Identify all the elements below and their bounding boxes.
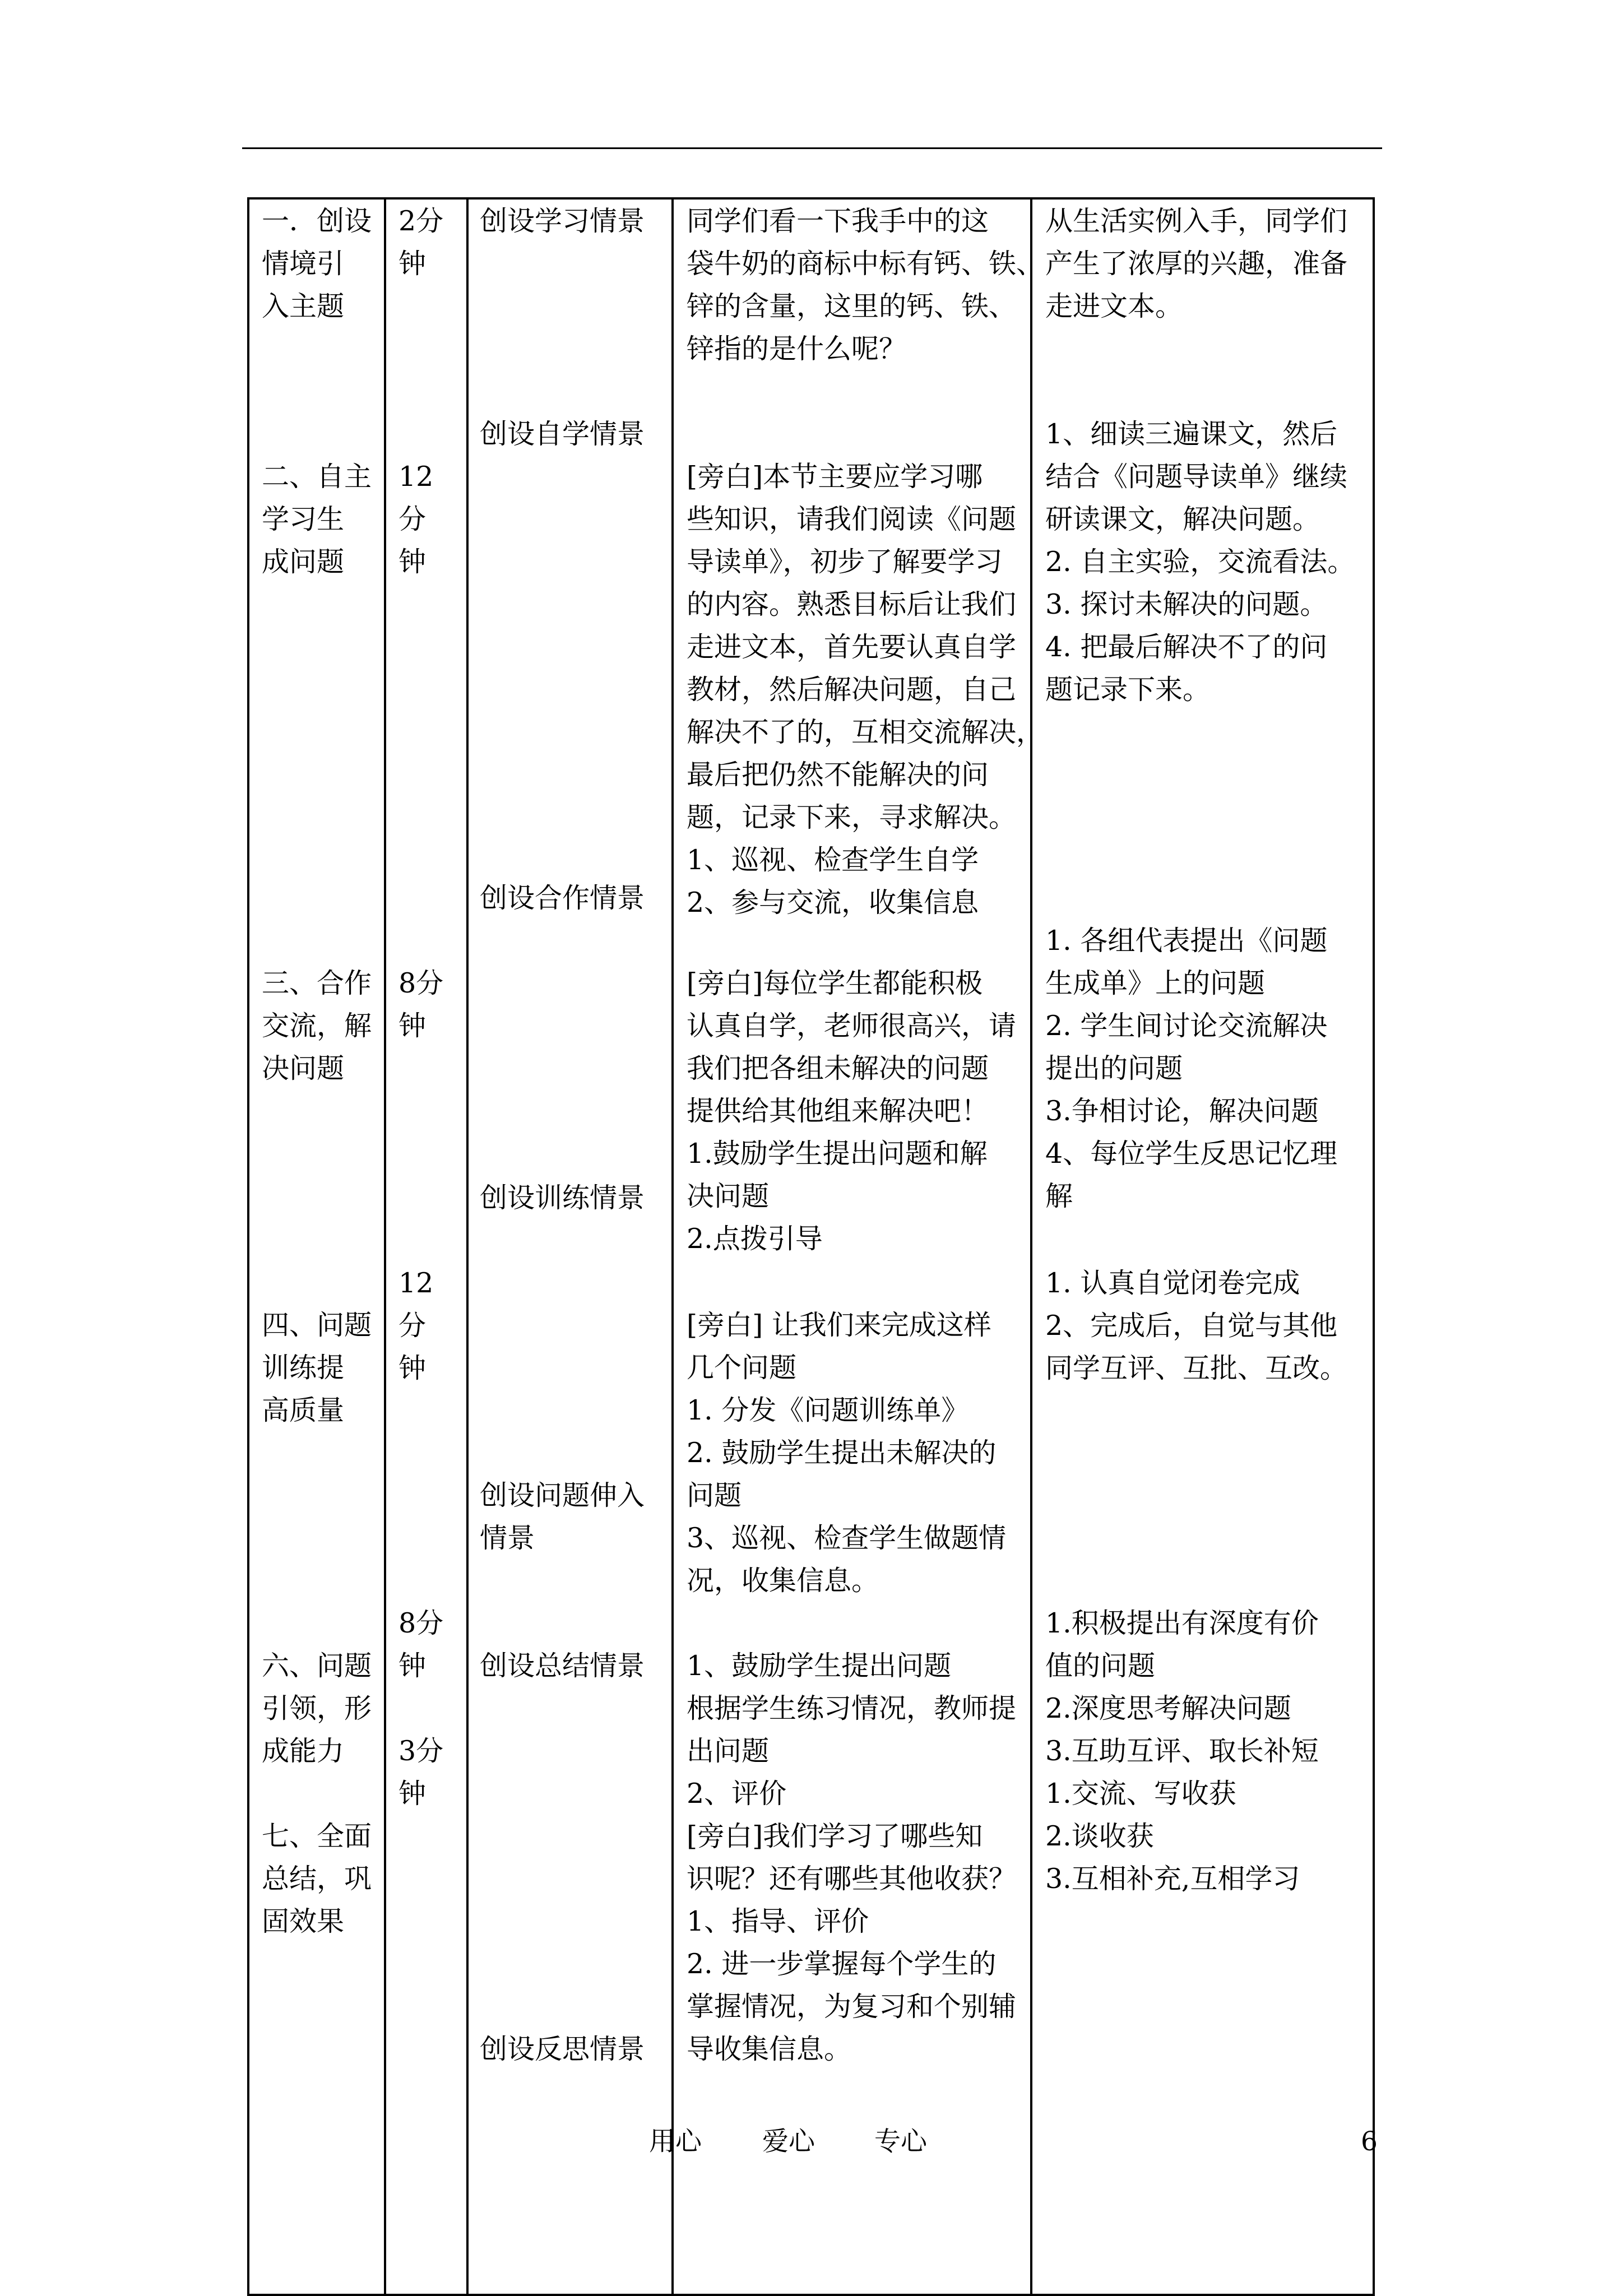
student-line: 3.互助互评、取长补短 [1045, 1735, 1319, 1767]
teacher-line: 我们把各组未解决的问题 [687, 1052, 989, 1084]
stage-line: 一．创设 [262, 205, 372, 237]
time-line: 8分 [398, 967, 444, 999]
student-line: 2. 学生间讨论交流解决 [1045, 1010, 1328, 1042]
teacher-line: [旁白] 让我们来完成这样 [687, 1309, 991, 1341]
student-activity-cell [1045, 1602, 1319, 1900]
student-line: 2.深度思考解决问题 [1045, 1692, 1291, 1724]
stage-line: 决问题 [262, 1052, 345, 1084]
teacher-line: [旁白]每位学生都能积极 [687, 967, 983, 999]
footer-text-middle: 爱心 [762, 2126, 815, 2157]
student-activity-cell [1045, 413, 1355, 711]
stage-line: 学习生 [262, 503, 345, 535]
stage-line: 高质量 [262, 1394, 345, 1426]
student-line: 题记录下来。 [1045, 674, 1211, 706]
time-cell [398, 456, 433, 583]
scene-line: 创设问题伸入 [480, 1479, 645, 1511]
time-cell [398, 1262, 433, 1390]
teacher-activity-cell [687, 200, 1044, 370]
teacher-line: 1.鼓励学生提出问题和解 [687, 1138, 988, 1170]
teacher-line: 的内容。熟悉目标后让我们 [687, 588, 1017, 620]
student-line: 3.争相讨论，解决问题 [1045, 1095, 1319, 1127]
teacher-line: 袋牛奶的商标中标有钙、铁、 [687, 248, 1044, 280]
stage-line: 总结，巩 [262, 1863, 372, 1895]
stage-line: 七、全面 [262, 1820, 372, 1852]
scene-cell [480, 1177, 645, 1219]
student-line: 1.交流、写收获 [1045, 1778, 1236, 1810]
stage-line: 成问题 [262, 546, 345, 578]
header-rule [242, 147, 1382, 149]
time-cell [398, 200, 443, 285]
teacher-line: 出问题 [687, 1735, 770, 1767]
teacher-activity-cell [687, 1645, 1016, 2071]
scene-line: 情景 [480, 1522, 535, 1554]
stage-line: 引领，形 [262, 1692, 372, 1724]
teacher-line: 掌握情况，为复习和个别辅 [687, 1991, 1017, 2023]
student-line: 产生了浓厚的兴趣，准备 [1045, 248, 1348, 280]
teacher-line: 解决不了的，互相交流解决， [687, 716, 1044, 748]
time-line: 钟 [398, 1010, 427, 1042]
time-cell [398, 962, 443, 1047]
stage-line: 三、合作 [262, 967, 372, 999]
stage-cell [262, 1815, 372, 1943]
time-cell [398, 1602, 443, 1687]
teacher-line: 些知识，请我们阅读《问题 [687, 503, 1017, 535]
scene-line: 创设训练情景 [480, 1182, 645, 1214]
student-line: 1、细读三遍课文，然后 [1045, 418, 1338, 450]
stage-line: 训练提 [262, 1352, 345, 1384]
time-line: 分 [398, 503, 427, 535]
student-line: 1. 各组代表提出《问题 [1045, 925, 1328, 957]
teacher-line: 题，记录下来，寻求解决。 [687, 801, 1017, 833]
time-line: 钟 [398, 546, 427, 578]
teacher-line: 识呢？还有哪些其他收获？ [687, 1863, 1017, 1895]
scene-line: 创设总结情景 [480, 1650, 645, 1682]
stage-cell [262, 456, 372, 583]
time-cell [398, 1730, 443, 1815]
student-line: 2. 自主实验，交流看法。 [1045, 546, 1355, 578]
teacher-activity-cell [687, 1304, 1006, 1602]
teacher-line: 提供给其他组来解决吧！ [687, 1095, 989, 1127]
teacher-line: 2.点拨引导 [687, 1223, 823, 1255]
student-activity-cell [1045, 200, 1347, 328]
scene-line: 创设合作情景 [480, 882, 645, 914]
teacher-line: 2、评价 [687, 1778, 787, 1810]
footer-text-right: 专心 [874, 2126, 927, 2157]
scene-cell [480, 877, 645, 920]
time-line: 3分 [398, 1735, 444, 1767]
scene-line: 创设学习情景 [480, 205, 645, 237]
time-line: 钟 [398, 248, 427, 280]
stage-line: 入主题 [262, 290, 345, 322]
stage-cell [262, 1304, 372, 1432]
student-line: 4、每位学生反思记忆理 [1045, 1138, 1338, 1170]
student-line: 同学互评、互批、互改。 [1045, 1352, 1348, 1384]
student-activity-cell [1045, 1262, 1347, 1390]
student-line: 提出的问题 [1045, 1052, 1183, 1084]
time-line: 12 [398, 461, 434, 493]
teacher-line: 导收集信息。 [687, 2033, 852, 2065]
teacher-line: 2. 鼓励学生提出未解决的 [687, 1437, 997, 1469]
teacher-line: 况，收集信息。 [687, 1565, 879, 1597]
teacher-line: [旁白]我们学习了哪些知 [687, 1820, 983, 1852]
teacher-line: 1、鼓励学生提出问题 [687, 1650, 952, 1682]
student-line: 1. 认真自觉闭卷完成 [1045, 1267, 1300, 1299]
student-line: 4. 把最后解决不了的问 [1045, 631, 1328, 663]
scene-line: 创设反思情景 [480, 2033, 645, 2065]
table-column-divider [671, 197, 674, 2296]
teacher-line: 2、参与交流，收集信息 [687, 887, 979, 919]
stage-line: 二、自主 [262, 461, 372, 493]
teacher-line: 1、指导、评价 [687, 1905, 869, 1937]
student-line: 结合《问题导读单》继续 [1045, 461, 1348, 493]
scene-line: 创设自学情景 [480, 418, 645, 450]
scene-cell [480, 200, 645, 243]
stage-cell [262, 962, 372, 1090]
scene-cell [480, 2028, 645, 2071]
teacher-line: 同学们看一下我手中的这 [687, 205, 989, 237]
page-number: 6 [1361, 2126, 1378, 2157]
student-line: 值的问题 [1045, 1650, 1156, 1682]
teacher-line: 锌指的是什么呢？ [687, 333, 907, 365]
stage-line: 固效果 [262, 1905, 345, 1937]
stage-line: 交流，解 [262, 1010, 372, 1042]
time-line: 钟 [398, 1352, 427, 1384]
student-line: 解 [1045, 1180, 1073, 1212]
student-line: 从生活实例入手，同学们 [1045, 205, 1348, 237]
student-line: 3. 探讨未解决的问题。 [1045, 588, 1328, 620]
time-line: 2分 [398, 205, 444, 237]
stage-line: 四、问题 [262, 1309, 372, 1341]
scene-cell [480, 1474, 645, 1560]
student-activity-cell [1045, 920, 1337, 1218]
stage-cell [262, 1645, 372, 1773]
teacher-line: 教材，然后解决问题，自己 [687, 674, 1017, 706]
teacher-activity-cell [687, 962, 1016, 1260]
table-column-divider [466, 197, 469, 2296]
student-line: 走进文本。 [1045, 290, 1183, 322]
teacher-line: 导读单》，初步了解要学习 [687, 546, 1003, 578]
stage-line: 六、问题 [262, 1650, 372, 1682]
table-column-divider [384, 197, 386, 2296]
student-line: 生成单》上的问题 [1045, 967, 1266, 999]
teacher-line: 问题 [687, 1479, 742, 1511]
time-line: 8分 [398, 1607, 444, 1639]
teacher-line: [旁白]本节主要应学习哪 [687, 461, 983, 493]
time-line: 钟 [398, 1778, 427, 1810]
student-line: 2.谈收获 [1045, 1820, 1154, 1852]
scene-cell [480, 1645, 645, 1687]
teacher-line: 走进文本，首先要认真自学 [687, 631, 1017, 663]
teacher-activity-cell [687, 456, 1044, 924]
time-line: 12 [398, 1267, 434, 1299]
teacher-line: 1. 分发《问题训练单》 [687, 1394, 969, 1426]
footer-text-left: 用心 [649, 2126, 702, 2157]
teacher-line: 认真自学，老师很高兴，请 [687, 1010, 1017, 1042]
teacher-line: 锌的含量，这里的钙、铁、 [687, 290, 1017, 322]
teacher-line: 根据学生练习情况，教师提 [687, 1692, 1017, 1724]
teacher-line: 决问题 [687, 1180, 770, 1212]
teacher-line: 几个问题 [687, 1352, 797, 1384]
stage-line: 成能力 [262, 1735, 345, 1767]
stage-line: 情境引 [262, 248, 345, 280]
student-line: 3.互相补充,互相学习 [1045, 1863, 1300, 1895]
teacher-line: 最后把仍然不能解决的问 [687, 759, 989, 791]
student-line: 1.积极提出有深度有价 [1045, 1607, 1319, 1639]
time-line: 分 [398, 1310, 427, 1342]
teacher-line: 3、巡视、检查学生做题情 [687, 1522, 1007, 1554]
scene-cell [480, 413, 645, 456]
teacher-line: 1、巡视、检查学生自学 [687, 844, 979, 876]
teacher-line: 2. 进一步掌握每个学生的 [687, 1948, 997, 1980]
stage-cell [262, 200, 372, 328]
student-line: 研读课文，解决问题。 [1045, 503, 1320, 535]
student-line: 2、完成后，自觉与其他 [1045, 1310, 1338, 1342]
time-line: 钟 [398, 1650, 427, 1682]
